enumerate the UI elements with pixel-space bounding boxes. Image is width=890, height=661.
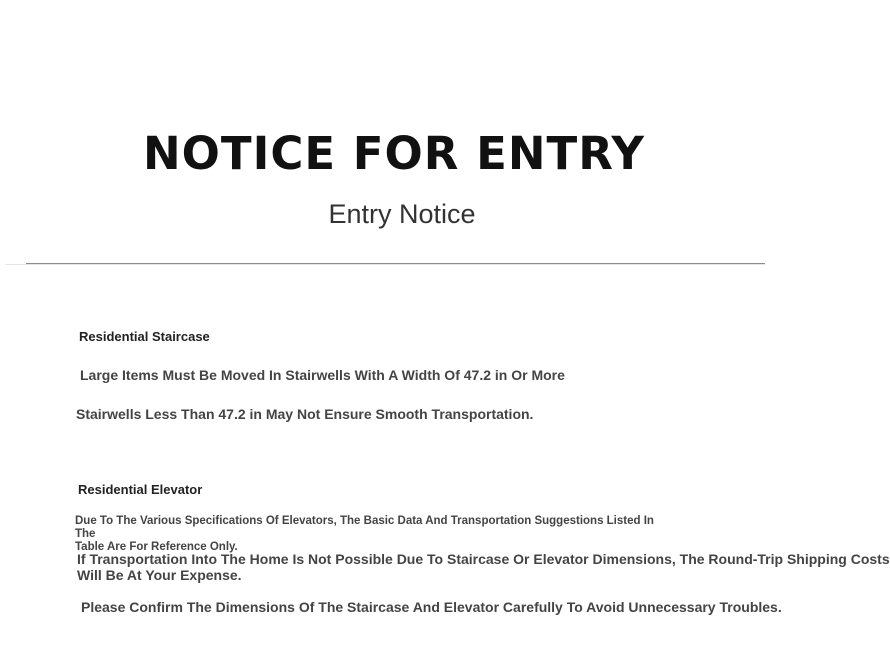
shipping-line-2: Will Be At Your Expense.: [77, 567, 242, 583]
page-title: NOTICE FOR ENTRY: [143, 127, 645, 180]
staircase-width-requirement: Large Items Must Be Moved In Stairwells With A Width Of 47.2 in Or More: [80, 367, 565, 383]
divider: [26, 263, 765, 264]
elevator-reference-note: [75, 515, 675, 554]
elevator-note-line-1: Due To The Various Specifications Of Elevators, The Basic Data And Transportation Suggestions Listed In The: [75, 515, 654, 540]
elevator-note-line-2: Table Are For Reference Only.: [75, 541, 238, 553]
shipping-line-1: If Transportation Into The Home Is Not Possible Due To Staircase Or Elevator Dimensions, The Round-Trip Shipping Costs: [77, 551, 890, 567]
divider-shadow: [5, 264, 765, 265]
staircase-warning: Stairwells Less Than 47.2 in May Not Ensure Smooth Transportation.: [76, 406, 534, 422]
page-subtitle: Entry Notice: [328, 199, 476, 229]
staircase-heading: Residential Staircase: [79, 329, 210, 344]
confirm-dimensions-notice: Please Confirm The Dimensions Of The Staircase And Elevator Carefully To Avoid Unnecessary Troubles.: [81, 599, 782, 615]
shipping-cost-notice: [77, 551, 890, 583]
elevator-heading: Residential Elevator: [78, 482, 203, 497]
